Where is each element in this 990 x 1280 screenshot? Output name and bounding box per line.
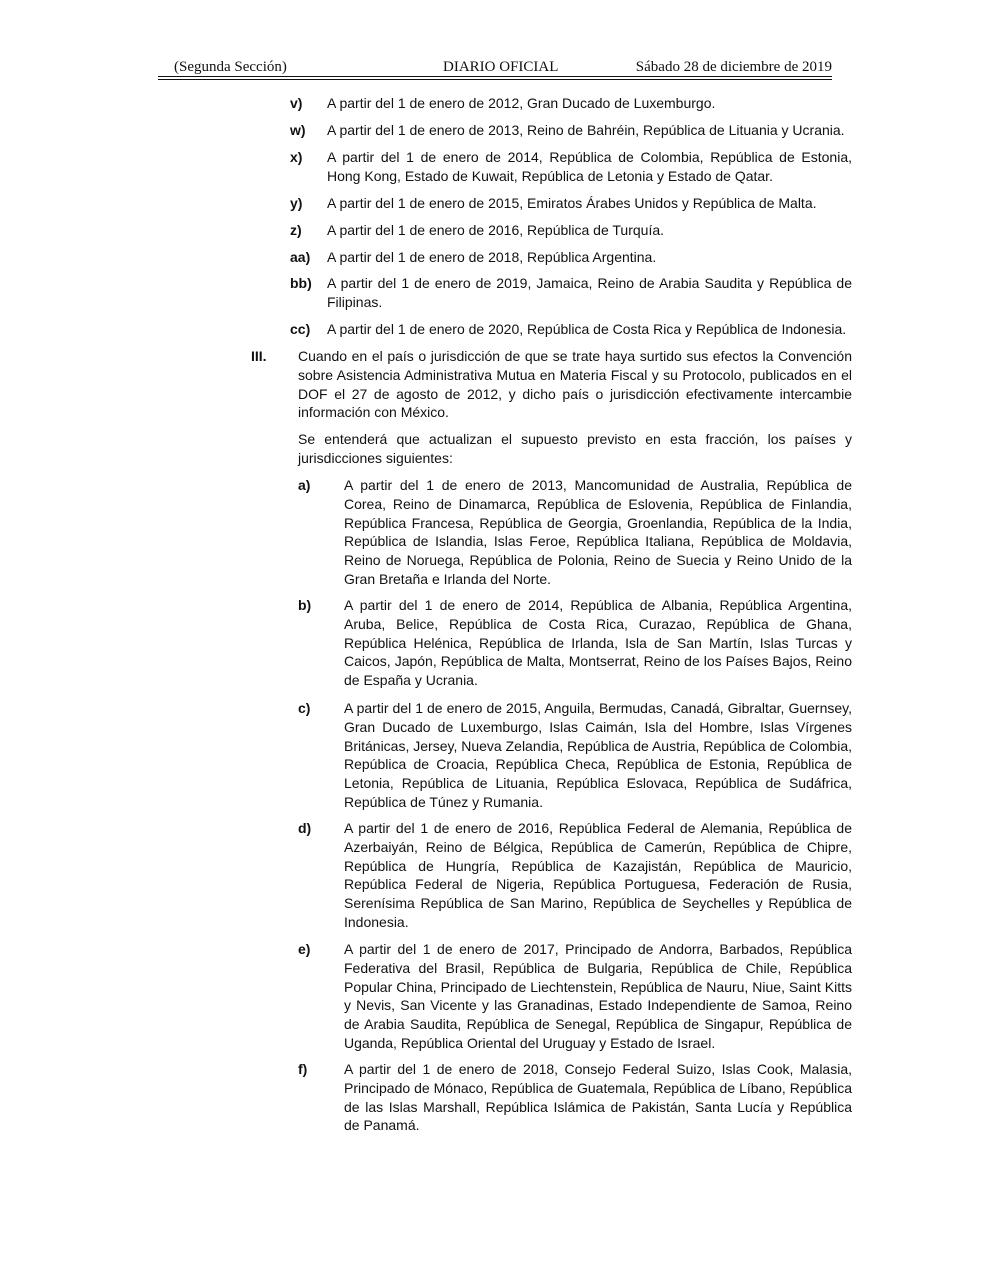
header-rule (158, 79, 832, 80)
list-item-label: bb) (290, 275, 312, 291)
list-item-text: A partir del 1 de enero de 2018, República Argentina. (327, 249, 657, 265)
list-item-text: A partir del 1 de enero de 2016, República Federal de Alemania, República de Azerbaiyán, Reino de Bélgica, República de Camerún, República de Chipre, República de Hungría, República de Kazajistán, República de Mauricio, República Federal de Nigeria, República Portuguesa, Federación de Rusia, Serenísima República de San Marino, República de Seychelles y República de Indonesia. (344, 820, 852, 930)
list-item-text: A partir del 1 de enero de 2015, Anguila, Bermudas, Canadá, Gibraltar, Guernsey, Gran Ducado de Luxemburgo, Islas Caimán, Isla del Hombre, Islas Vírgenes Británicas, Jersey, Nueva Zelandia, República de Austria, República de Colombia, República de Croacia, República Checa, República de Estonia, República de Letonia, República de Lituania, República Eslovaca, República de Sudáfrica, República de Túnez y Rumania. (344, 700, 852, 810)
list-item-label: v) (290, 95, 303, 111)
list-item-label: e) (298, 941, 311, 957)
fraction-intro: Se entenderá que actualizan el supuesto previsto en esta fracción, los países y jurisdicciones siguientes: (298, 431, 852, 466)
list-item-text: A partir del 1 de enero de 2019, Jamaica, Reino de Arabia Saudita y República de Filipinas. (327, 275, 852, 310)
list-item-text: A partir del 1 de enero de 2012, Gran Ducado de Luxemburgo. (327, 95, 716, 111)
list-item-label: cc) (290, 321, 311, 337)
header-rule (158, 76, 832, 77)
list-item-label: a) (298, 477, 311, 493)
list-item-text: A partir del 1 de enero de 2013, Reino de Bahréin, República de Lituania y Ucrania. (327, 122, 845, 138)
list-item-label: z) (290, 222, 302, 238)
fraction-label: III. (251, 348, 267, 364)
list-item-text: A partir del 1 de enero de 2016, República de Turquía. (327, 222, 665, 238)
list-item-label: x) (290, 149, 303, 165)
header-date: Sábado 28 de diciembre de 2019 (635, 59, 832, 75)
list-item-text: A partir del 1 de enero de 2014, República de Colombia, República de Estonia, Hong Kong, Estado de Kuwait, República de Letonia y Estado de Qatar. (327, 149, 852, 184)
list-item-text: A partir del 1 de enero de 2015, Emiratos Árabes Unidos y República de Malta. (327, 195, 817, 211)
list-item-label: b) (298, 597, 312, 613)
list-item-text: A partir del 1 de enero de 2018, Consejo Federal Suizo, Islas Cook, Malasia, Principado de Mónaco, República de Guatemala, República de Líbano, República de las Islas Marshall, República Islámica de Pakistán, Santa Lucía y República de Panamá. (344, 1061, 852, 1134)
list-item-label: aa) (290, 249, 311, 265)
list-item-text: A partir del 1 de enero de 2020, República de Costa Rica y República de Indonesia. (327, 321, 847, 337)
list-item-text: A partir del 1 de enero de 2014, República de Albania, República Argentina, Aruba, Belice, República de Costa Rica, Curazao, República de Ghana, República Helénica, República de Irlanda, Isla de San Martín, Islas Turcas y Caicos, Japón, República de Malta, Montserrat, Reino de los Países Bajos, Reino de España y Ucrania. (344, 597, 852, 689)
list-item-label: d) (298, 820, 312, 836)
header-journal-title: DIARIO OFICIAL (443, 59, 559, 75)
list-item-text: A partir del 1 de enero de 2017, Principado de Andorra, Barbados, República Federativa del Brasil, República de Bulgaria, República de Chile, República Popular China, Principado de Liechtenstein, República de Nauru, Niue, Saint Kitts y Nevis, San Vicente y las Granadinas, Estado Independiente de Samoa, Reino de Arabia Saudita, República de Senegal, República de Singapur, República de Uganda, República Oriental del Uruguay y Estado de Israel. (344, 941, 852, 1051)
list-item-label: w) (290, 122, 306, 138)
list-item-label: y) (290, 195, 303, 211)
header-section: (Segunda Sección) (174, 59, 287, 75)
fraction-text: Cuando en el país o jurisdicción de que se trate haya surtido sus efectos la Convención sobre Asistencia Administrativa Mutua en Materia Fiscal y su Protocolo, publicados en el DOF el 27 de agosto de 2012, y dicho país o jurisdicción efectivamente intercambie información con México. (298, 348, 852, 421)
list-item-label: f) (298, 1061, 308, 1077)
list-item-text: A partir del 1 de enero de 2013, Mancomunidad de Australia, República de Corea, Reino de Dinamarca, República de Eslovenia, República de Finlandia, República Francesa, República de Georgia, Groenlandia, República de la India, República de Islandia, Islas Feroe, República Italiana, República de Moldavia, Reino de Noruega, República de Polonia, Reino de Suecia y Reino Unido de la Gran Bretaña e Irlanda del Norte. (344, 477, 852, 587)
list-item-label: c) (298, 700, 311, 716)
